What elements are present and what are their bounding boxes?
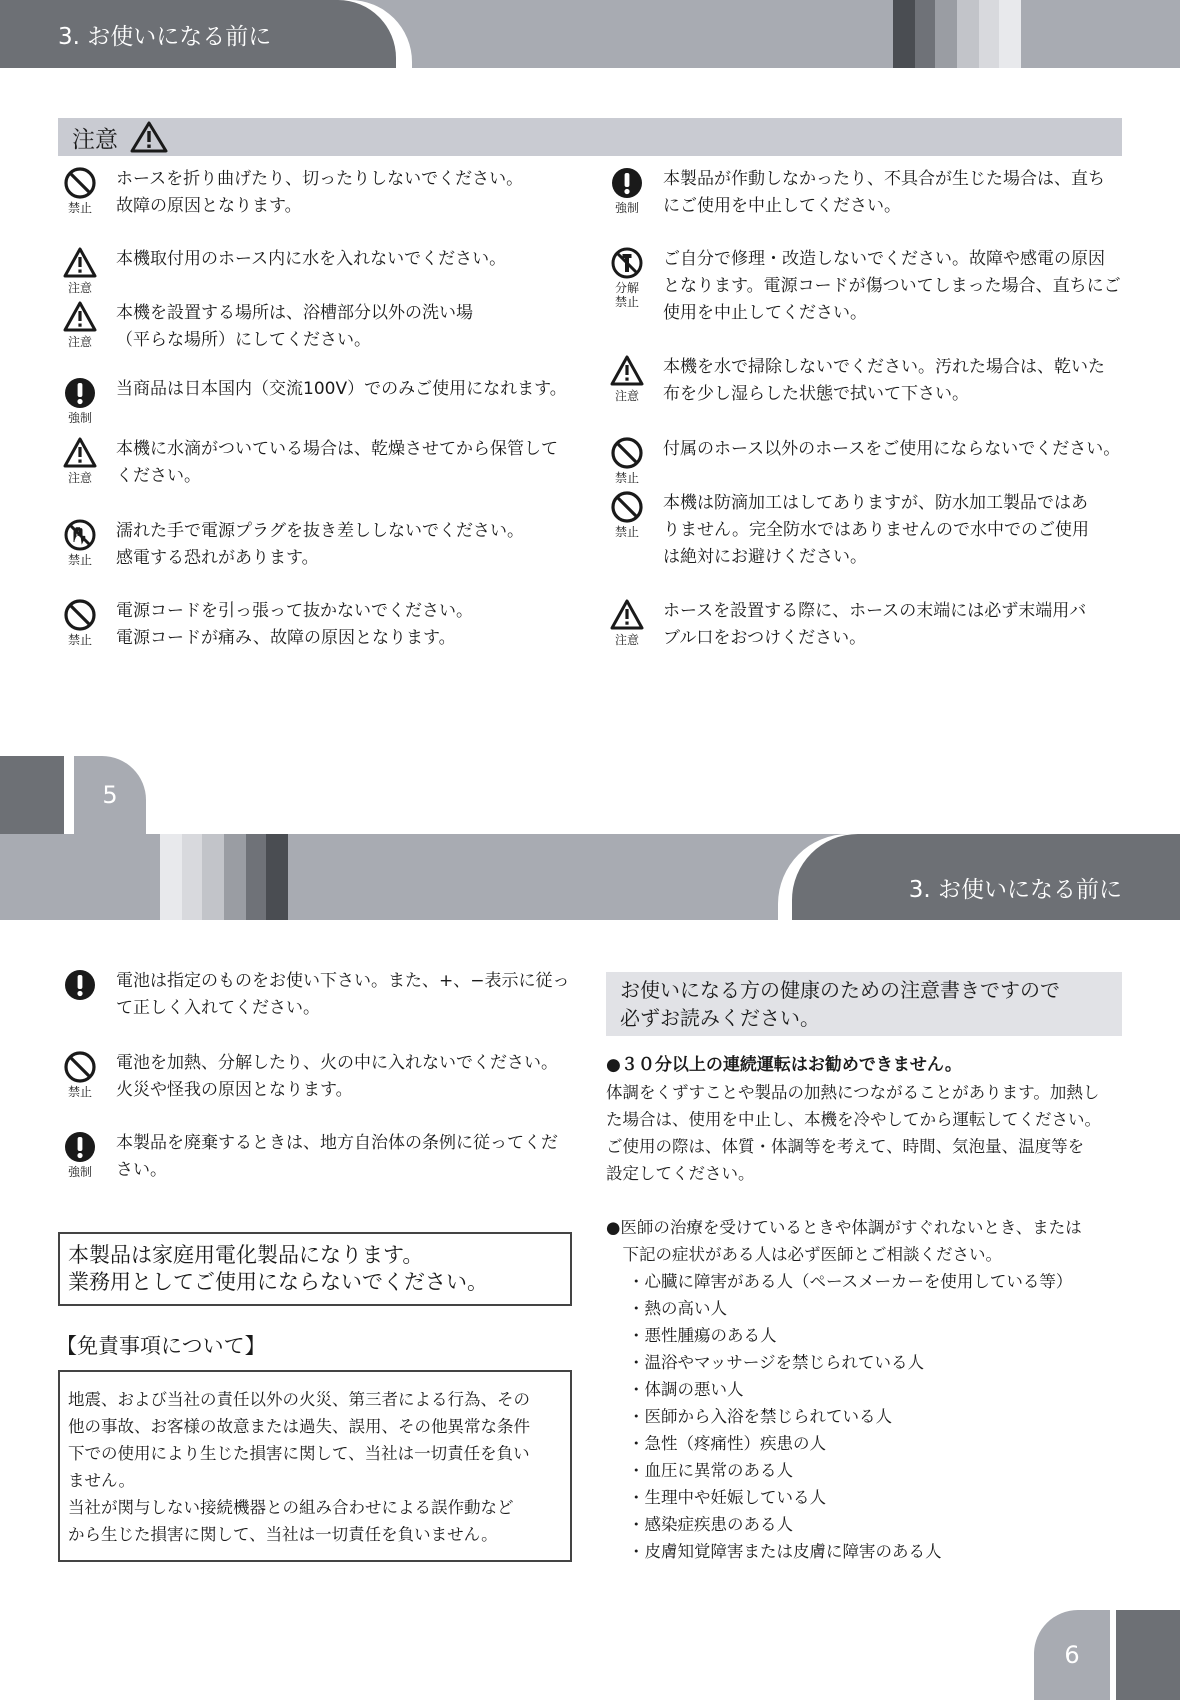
notice-icon-label: 注意 [614,389,639,403]
notice-item [58,518,578,572]
header-stripe [935,0,957,68]
notice-item [58,246,578,295]
notice-icon-label: 注意 [614,633,639,647]
health-point-1-title: ●３０分以上の連続運転はお勧めできません。 [606,1055,962,1075]
notice-icon-label: 強制 [67,411,92,425]
condition-item: ・医師から入浴を禁じられている人 [628,1407,892,1426]
notice-text: 本機取付用のホース内に水を入れないでください。 [116,249,507,269]
notice-item [58,166,578,220]
notice-icon-wrap [58,518,102,567]
condition-item: ・心臓に障害がある人（ペースメーカーを使用している等） [628,1272,1073,1291]
health-point-1-body: 体調をくずすことや製品の加熱につながることがあります。加熱し た場合は、使用を中止し、本機を冷やしてから運転してください。 ご使用の際は、体質・体調等を考えて、時間、気泡量、温度等を 設定してください。 [606,1083,1101,1183]
notice-text: 本機を設置する場所は、浴槽部分以外の洗い場 （平らな場所）にしてください。 [116,303,473,350]
notice-text: 当商品は日本国内（交流100V）でのみご使用になれます。 [116,379,567,399]
condition-item: ・温浴やマッサージを禁じられている人 [628,1353,925,1372]
mandatory-icon [63,968,97,1002]
header-stripe [979,0,999,68]
header-stripe [266,834,288,920]
notice-text: ご自分で修理・改造しないでください。故障や感電の原因 となります。電源コードが傷ついてしまった場合、直ちにご 使用を中止してください。 [663,249,1121,323]
notice-icon-wrap [58,598,102,647]
notice-icon-label: 分解 禁止 [614,281,639,309]
mandatory-icon [610,166,644,200]
notice-icon-wrap [58,436,102,485]
notice-icon-label: 強制 [614,201,639,215]
notice-icon-label: 禁止 [67,553,92,567]
notice-icon-label: 禁止 [614,471,639,485]
condition-item: ・熱の高い人 [628,1299,727,1318]
household-notice-box [58,1232,572,1306]
notice-icon-label: 禁止 [614,525,639,539]
caution-icon [63,300,97,334]
mandatory-icon [63,376,97,410]
notice-icon-label: 禁止 [67,1085,92,1099]
health-point-2-title: ●医師の治療を受けているときや体調がすぐれないとき、または 下記の症状がある人は必ず医師とご相談ください。 [606,1218,1082,1264]
header-stripe [915,0,935,68]
header-stripe [957,0,979,68]
notice-item [58,300,578,354]
header-stripe [999,0,1021,68]
notice-item [58,968,578,1022]
notice-item [605,166,1125,220]
notice-icon-label: 強制 [67,1165,92,1179]
notice-text: 濡れた手で電源プラグを抜き差ししないでください。 感電する恐れがあります。 [116,521,524,568]
notice-text: 電池を加熱、分解したり、火の中に入れないでください。 火災や怪我の原因となります。 [116,1053,558,1100]
header-stripe [202,834,224,920]
notice-item [605,354,1125,408]
notice-item [605,598,1125,652]
notice-text: 本機に水滴がついている場合は、乾燥させてから保管して ください。 [116,439,558,486]
caution-heading-band [58,118,1122,156]
notice-icon-wrap [58,968,102,1003]
caution-icon [63,246,97,280]
disassembly-prohibition-icon [610,246,644,280]
health-heading: お使いになる方の健康のための注意書きですので 必ずお読みください。 [620,978,1060,1030]
header-stripe [182,834,202,920]
condition-item: ・悪性腫瘍のある人 [628,1326,777,1345]
header-stripe [893,0,915,68]
notice-icon-wrap [58,1050,102,1099]
notice-item [58,1130,578,1184]
notice-text: 本製品を廃棄するときは、地方自治体の条例に従ってくだ さい。 [116,1133,558,1180]
page-number: 5 [102,781,118,809]
top-header-tab [0,0,396,68]
disclaimer-text: 地震、および当社の責任以外の火災、第三者による行為、その 他の事故、お客様の故意または過失、誤用、その他異常な条件 下での使用により生じた損害に関して、当社は一切責任を負い ません。 当社が関与しない接続機器との組み合わせによる誤作動など から生じた損害に関して、当社は一切責任を負いません。 [68,1390,530,1544]
notice-icon-wrap [605,436,649,485]
caution-icon [610,354,644,388]
condition-item: ・感染症疾患のある人 [628,1515,793,1534]
condition-item: ・急性（疼痛性）疾患の人 [628,1434,826,1453]
notice-item [58,1050,578,1104]
prohibition-icon [610,490,644,524]
notice-text: ホースを設置する際に、ホースの末端には必ず末端用バ ブル口をおつけください。 [663,601,1087,648]
header-stripe [160,834,182,920]
notice-icon-wrap [605,490,649,539]
notice-icon-label: 注意 [67,335,92,349]
notice-text: 付属のホース以外のホースをご使用にならないでください。 [663,439,1121,459]
notice-text: ホースを折り曲げたり、切ったりしないでください。 故障の原因となります。 [116,169,524,216]
notice-icon-wrap [58,246,102,295]
notice-text: 本機は防滴加工はしてありますが、防水加工製品ではあ りません。完全防水ではありませんので水中でのご使用 は絶対にお避けください。 [663,493,1090,567]
prohibition-icon [63,166,97,200]
notice-item [605,246,1125,327]
notice-icon-label: 注意 [67,471,92,485]
notice-text: 本機を水で掃除しないでください。汚れた場合は、乾いた 布を少し湿らした状態で拭いて下さい。 [663,357,1105,404]
caution-icon [63,436,97,470]
prohibition-icon [63,598,97,632]
notice-icon-wrap [58,376,102,425]
condition-item: ・生理中や妊娠している人 [628,1488,826,1507]
notice-text: 本製品が作動しなかったり、不具合が生じた場合は、直ち にご使用を中止してください。 [663,169,1105,216]
page-section-title: 3. お使いになる前に [58,23,272,50]
household-notice-text: 本製品は家庭用電化製品になります。 業務用としてご使用にならないでください。 [68,1243,488,1294]
health-heading-band [606,972,1122,1036]
prohibition-icon [610,436,644,470]
page-tab-left-block [0,756,64,834]
notice-icon-wrap [605,354,649,403]
header-stripe [246,834,266,920]
notice-icon-wrap [58,1130,102,1179]
notice-icon-wrap [58,166,102,215]
condition-item: ・血圧に異常のある人 [628,1461,793,1480]
page-tab-right-block [1116,1610,1180,1700]
condition-list [628,1268,1072,1565]
notice-icon-wrap [605,598,649,647]
bottom-header-tab [792,834,1180,920]
header-stripe [224,834,246,920]
page-number-tab [74,756,146,834]
condition-item: ・体調の悪い人 [628,1380,744,1399]
notice-item [605,436,1125,485]
disclaimer-box [58,1370,572,1562]
notice-icon-wrap [605,246,649,309]
notice-text: 電池は指定のものをお使い下さい。また、+、−表示に従っ て正しく入れてください。 [116,971,570,1018]
notice-icon-wrap [58,300,102,349]
wet-hand-prohibition-icon [63,518,97,552]
notice-icon-label: 禁止 [67,633,92,647]
notice-item [58,598,578,652]
notice-item [605,490,1125,571]
notice-item [58,376,578,425]
mandatory-icon [63,1130,97,1164]
notice-icon-wrap [605,166,649,215]
notice-icon-label: 注意 [67,281,92,295]
page-section-title: 3. お使いになる前に [908,876,1122,903]
notice-item [58,436,578,490]
prohibition-icon [63,1050,97,1084]
page-number: 6 [1064,1641,1080,1669]
caution-icon [610,598,644,632]
warning-triangle-icon [130,121,168,153]
page-number-tab [1034,1610,1110,1700]
notice-text: 電源コードを引っ張って抜かないでください。 電源コードが痛み、故障の原因となります。 [116,601,473,648]
caution-heading: 注意 [72,126,118,153]
condition-item: ・皮膚知覚障害または皮膚に障害のある人 [628,1542,942,1561]
notice-icon-label: 禁止 [67,201,92,215]
disclaimer-heading: 【免責事項について】 [56,1334,266,1358]
